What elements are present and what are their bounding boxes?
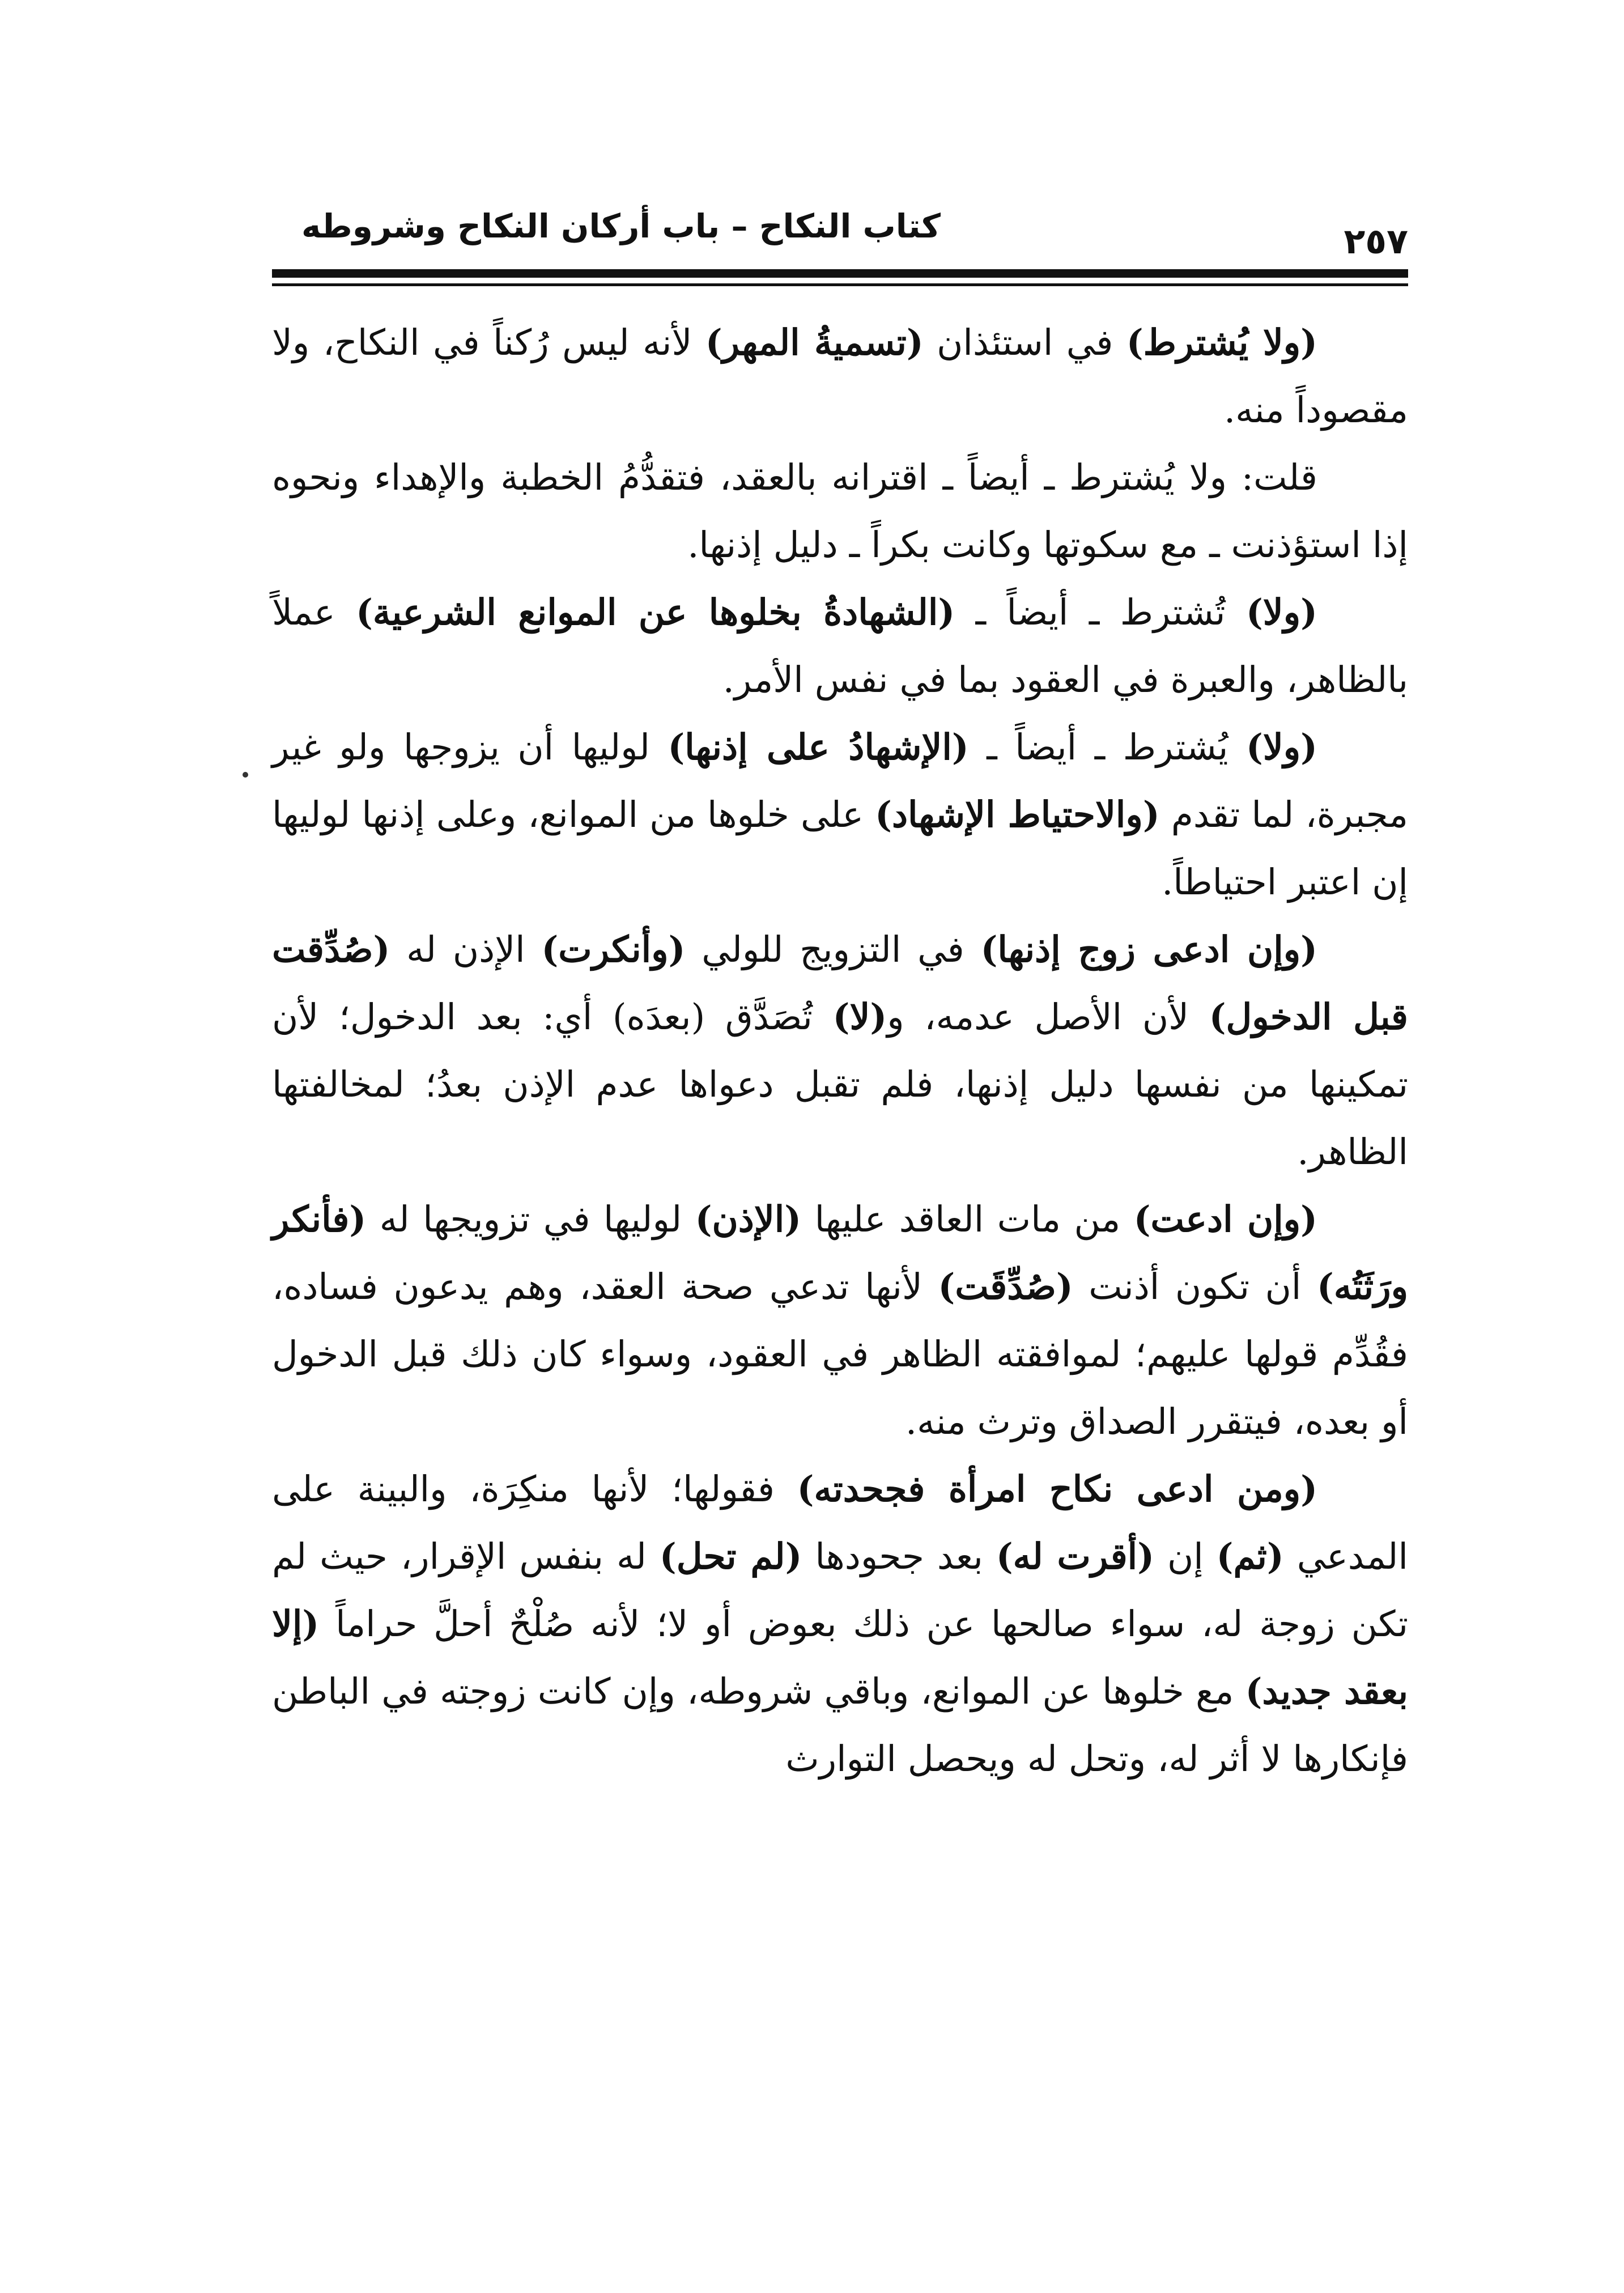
header-rule-thick [272,269,1408,278]
text-run: في استئذان [923,322,1126,363]
paragraph [272,714,1408,916]
text-run: مع خلوها عن الموانع، وباقي شروطه، وإن كانت زوجته في الباطن فإنكارها لا أثر له، وتحل له ويحصل التوارث [272,1671,1408,1780]
text-run: بعد جحودها [802,1536,996,1577]
text-run: فقولها؛ لأنها منكِرَة، والبينة على المدعي [272,1468,1408,1577]
text-run: له بنفس الإقرار، حيث لم تكن زوجة له، سواء صالحها عن ذلك بعوض أو لا؛ لأنه صُلْحٌ أحلَّ حراماً [272,1536,1408,1645]
bold-term: (وإن ادعت) [1133,1198,1317,1240]
paragraph [272,309,1408,444]
bold-term: (ثم) [1216,1535,1284,1577]
text-run: تُشترط ـ أيضاً ـ [955,592,1246,633]
text-run: أن تكون أذنت [1073,1266,1317,1307]
paragraph [272,916,1408,1186]
text-run: قلت: ولا يُشترط ـ أيضاً ـ اقترانه بالعقد، فتقدُّمُ الخطبة والإهداء ونحوه إذا استؤذنت ـ مع سكوتها وكانت بكراً ـ دليل إذنها. [272,457,1408,566]
header-rule-thin [272,283,1408,286]
text-run: على خلوها من الموانع، وعلى إذنها لوليها إن اعتبر احتياطاً. [272,794,1408,903]
bold-term: (تسميةُ المهر) [705,321,924,363]
text-run: الإذن له [390,929,542,970]
paragraph [272,1186,1408,1455]
bold-term: (فأنكر ورَثَتُه) [272,1198,1408,1307]
text-run: تُصَدَّق (بعدَه) أي: بعد الدخول؛ لأن تمكينها من نفسها دليل إذنها، فلم تقبل دعواها عدم الإذن بعدُ؛ لمخالفتها الظاهر. [272,996,1408,1173]
bold-term: (الإذن) [695,1198,802,1240]
text-run: إن [1154,1536,1217,1577]
paragraph [272,444,1408,579]
paragraph [272,1455,1408,1793]
bold-term: (ولا) [1246,591,1317,633]
text-run: لوليها أن يزوجها ولو غير مجبرة، لما تقدم [272,727,1408,835]
bold-term: (وإن ادعى زوج إذنها) [980,928,1317,970]
bold-term: (ولا يُشترط) [1126,321,1317,363]
stray-dot [243,772,248,778]
running-header [272,201,1408,264]
bold-term: (ولا) [1246,726,1317,768]
text-run: عملاً بالظاهر، والعبرة في العقود بما في نفس الأمر. [272,592,1408,700]
text-run: لأنها تدعي صحة العقد، وهم يدعون فساده، فقُدِّم قولها عليهم؛ لموافقته الظاهر في العقود، وسواء كان ذلك قبل الدخول أو بعده، فيتقرر الصداق وترث منه. [272,1266,1408,1442]
bold-term: (لا) [832,996,887,1038]
bold-term: (ومن ادعى نكاح امرأة فجحدته) [797,1468,1317,1510]
bold-term: (صُدِّقت قبل الدخول) [272,928,1408,1038]
bold-term: (إلا بعقد جديد) [272,1603,1408,1712]
bold-term: (لم تحل) [659,1535,802,1577]
bold-term: (وأنكرت) [541,928,686,970]
chapter-title: كتاب النكاح – باب أركان النكاح وشروطه [301,207,941,245]
text-run: لوليها في تزويجها له [366,1199,695,1240]
text-run: يُشترط ـ أيضاً ـ [968,727,1247,768]
body-text [272,309,1408,1793]
bold-term: (والاحتياط الإشهاد) [875,793,1160,835]
text-run: لأن الأصل عدمه، و [887,996,1209,1038]
text-run: من مات العاقد عليها [801,1199,1134,1240]
paragraph [272,579,1408,714]
text-run: في التزويج للولي [685,929,981,970]
page-number: ٢٥٧ [1344,220,1408,262]
bold-term: (الشهادةُ بخلوها عن الموانع الشرعية) [356,591,955,633]
text-run: لأنه ليس رُكناً في النكاح، ولا مقصوداً منه. [272,322,1408,431]
bold-term: (الإشهادُ على إذنها) [668,726,969,768]
bold-term: (صُدِّقَت) [938,1266,1073,1307]
bold-term: (أقرت له) [996,1535,1154,1577]
